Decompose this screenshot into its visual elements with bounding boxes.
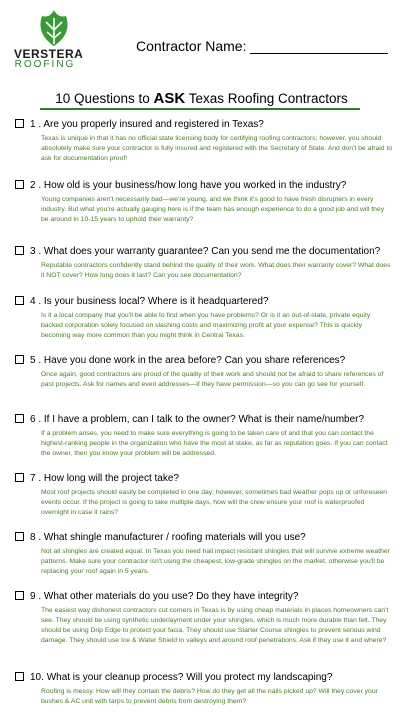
title-underline bbox=[40, 108, 360, 110]
question-text: Is your business local? Where is it headquartered? bbox=[43, 296, 269, 307]
header bbox=[0, 0, 403, 80]
question-item bbox=[15, 591, 395, 646]
question-checkbox[interactable] bbox=[15, 296, 24, 305]
answer-text: The easiest way dishonest contractors cut corners in Texas is by using cheap materials in places homeowners can't see. They should be using synthetic underlayment under your shingles, which is much more durable than felt. They should be using Drip Edge to protect your facia. They should use Starter Course shingles to prevent serious wind damage. They should use Ice & Water Shield in valleys and around roof penetrations. Ask if they use it and where? bbox=[41, 607, 389, 644]
question-line bbox=[15, 355, 395, 367]
question-line bbox=[15, 672, 395, 684]
brand-subtitle: ROOFING bbox=[14, 59, 76, 70]
answer-text: Texas is unique in that it has no official state licensing body for certifying roofing contractors; however, you should absolutely make sure your contractor is fully insured and registered with the Secretary of State. And don't be afraid to ask for documentation proof! bbox=[41, 135, 393, 162]
question-checkbox[interactable] bbox=[15, 532, 24, 541]
question-text: What is your cleanup process? Will you protect my landscaping? bbox=[46, 672, 333, 683]
question-item bbox=[15, 246, 395, 281]
title-before: 10 Questions to bbox=[55, 91, 154, 106]
answer-text: Once again, good contractors are proud of the quality of their work and should not be afraid to share references of past projects. Ask for names and even addresses—if they have permission—so you can go see for yourself. bbox=[41, 371, 384, 388]
question-number: 8 . bbox=[30, 532, 42, 543]
question-text: What does your warranty guarantee? Can you send me the documentation? bbox=[43, 246, 381, 257]
contractor-name-blank[interactable] bbox=[250, 41, 388, 54]
question-item bbox=[15, 180, 395, 225]
answer-text: If a problem arises, you need to make sure everything is going to be taken care of and that you can contact the highest-ranking people in the organization who have the most at stake, as far as reputation goes. If you can contact the owner, then you know your problem will be addressed. bbox=[41, 430, 388, 457]
question-number: 1 . bbox=[30, 119, 42, 130]
question-checkbox[interactable] bbox=[15, 119, 24, 128]
question-checkbox[interactable] bbox=[15, 672, 24, 681]
question-checkbox[interactable] bbox=[15, 180, 24, 189]
question-number: 6 . bbox=[30, 414, 42, 425]
question-line bbox=[15, 473, 395, 485]
answer-text: Not all shingles are created equal. In Texas you need hail impact resistant shingles that will survive extreme weather patterns. Make sure your contractor isn't using the cheapest, low-grade shingles on the market, otherwise you'll be replacing your roof again in 5 years. bbox=[41, 548, 390, 575]
question-checkbox[interactable] bbox=[15, 414, 24, 423]
question-text: Have you done work in the area before? Can you share references? bbox=[43, 355, 346, 366]
question-text: How old is your business/how long have you worked in the industry? bbox=[43, 180, 347, 191]
question-number: 10. bbox=[30, 672, 44, 683]
question-checkbox[interactable] bbox=[15, 246, 24, 255]
contractor-label: Contractor Name: bbox=[136, 38, 247, 54]
question-text: What shingle manufacturer / roofing materials will you use? bbox=[43, 532, 306, 543]
question-item bbox=[15, 296, 395, 341]
question-checkbox[interactable] bbox=[15, 473, 24, 482]
title-after: Texas Roofing Contractors bbox=[185, 91, 348, 106]
question-item bbox=[15, 119, 395, 164]
question-number: 9 . bbox=[30, 591, 42, 602]
question-number: 5 . bbox=[30, 355, 42, 366]
question-item bbox=[15, 473, 395, 518]
question-item bbox=[15, 355, 395, 390]
question-item bbox=[15, 672, 395, 707]
question-number: 7 . bbox=[30, 473, 42, 484]
title-ask: ASK bbox=[153, 90, 186, 107]
answer-text: Is it a local company that you'll be able to find when you have problems? Or is it an out-of-state, private equity backed corporation solely focused on slashing costs and maximizing profit at your expense? This is quickly becoming way more common than you might think in Central Texas. bbox=[41, 312, 371, 339]
question-number: 4 . bbox=[30, 296, 42, 307]
page-title bbox=[0, 90, 403, 108]
question-text: Are you properly insured and registered in Texas? bbox=[43, 119, 264, 130]
answer-text: Most roof projects should easily be completed in one day; however, sometimes bad weather pops up or unforeseen events occur. If the project is going to take multiple days, how will the crew ensure your roof is waterproofed overnight in case it rains? bbox=[41, 489, 388, 516]
question-line bbox=[15, 532, 395, 544]
leaf-logo-icon bbox=[34, 8, 74, 48]
question-checkbox[interactable] bbox=[15, 355, 24, 364]
answer-text: Young companies aren't necessarily bad—we're young, and we think it's good to have fresh disrupters in every industry. But what you're actually gauging here is if the team has enough experience to do a good job and will they be around in 10-15 years to uphold their warranty? bbox=[41, 196, 385, 223]
answer-text: Reputable contractors confidently stand behind the quality of their work. What does their warranty cover? What does it NOT cover? How long does it last? Can you see documentation? bbox=[41, 262, 391, 279]
question-checkbox[interactable] bbox=[15, 591, 24, 600]
question-text: If I have a problem, can I talk to the owner? What is their name/number? bbox=[43, 414, 365, 425]
answer-text: Roofing is messy. How will they contain the debris? How do they get all the nails picked up? Will they cover your bushes & AC unit with tarps to prevent debris from destroying them? bbox=[41, 688, 378, 705]
question-line bbox=[15, 591, 395, 603]
question-text: What other materials do you use? Do they have integrity? bbox=[43, 591, 299, 602]
brand-name: VERSTERA bbox=[14, 47, 84, 61]
question-item bbox=[15, 414, 395, 459]
question-line bbox=[15, 246, 395, 258]
question-line bbox=[15, 119, 395, 131]
contractor-name-field[interactable] bbox=[136, 38, 388, 54]
question-line bbox=[15, 296, 395, 308]
question-text: How long will the project take? bbox=[43, 473, 179, 484]
question-line bbox=[15, 180, 395, 192]
question-number: 3 . bbox=[30, 246, 42, 257]
question-item bbox=[15, 532, 395, 577]
question-number: 2 . bbox=[30, 180, 42, 191]
question-line bbox=[15, 414, 395, 426]
